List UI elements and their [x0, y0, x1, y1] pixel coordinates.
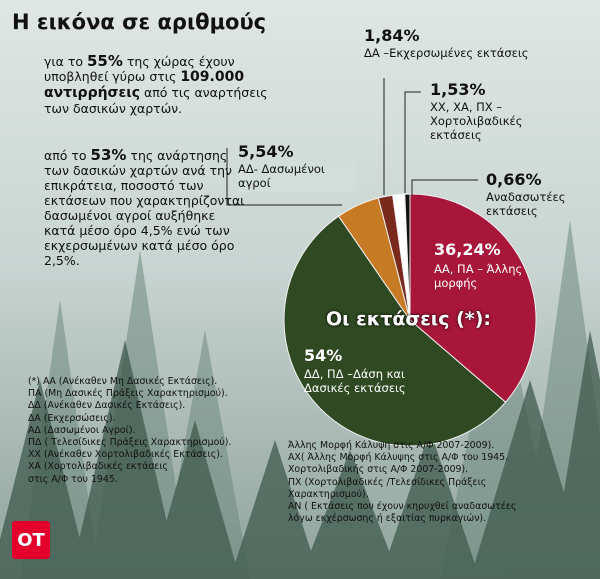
- leader-line: [412, 180, 478, 196]
- legend-line: ΑΧ( Άλλης Μορφή Κάλυψης στις Α/Φ του 1945.: [288, 452, 509, 464]
- page-title: Η εικόνα σε αριθμούς: [12, 10, 267, 34]
- legend-line: ΑΔ (Δασωμένοι Αγροί).: [28, 424, 136, 436]
- intro-objections: για το 55% της χώρας έχουν υποβληθεί γύρω στις 109.000 αντιρρήσεις από τις αναρτήσεις των δασικών χαρτών.: [44, 52, 268, 116]
- legend-line: λόγω εκχέρσωσης ή εξαιτίας πυρκαγιών).: [288, 513, 487, 525]
- legend-line: ΔΑ (Εκχερσώσεις).: [28, 412, 116, 424]
- slice-label-forest: ΔΔ, ΠΔ –Δάση και Δασικές εκτάσεις: [304, 367, 406, 395]
- legend-line: Χαρακτηρισμού).: [288, 488, 369, 500]
- slice-label-pct-forest: 54%: [304, 346, 343, 365]
- legend-line: Άλλης Μορφή Κάλυψη στις Α/Φ 2007-2009).: [288, 440, 495, 451]
- legend-line: ΑΝ ( Εκτάσεις που έχουν κηρυχθεί αναδασωτέες: [288, 501, 517, 513]
- slice-label-pct-grassland: 1,53%: [430, 80, 486, 99]
- slice-label-pct-reforestation: 0,66%: [486, 170, 542, 189]
- abbreviation-legend-right: [288, 440, 516, 525]
- legend-line: (*) ΑΑ (Ανέκαθεν Μη Δασικές Εκτάσεις).: [28, 376, 218, 387]
- legend-line: ΧΧ (Ανέκαθεν Χορτολιβαδικές Εκτάσεις).: [28, 449, 223, 461]
- leader-line: [405, 92, 421, 193]
- slice-label-pct-other: 36,24%: [434, 240, 501, 259]
- intro-forest-maps: από το 53% της ανάρτησης των δασικών χαρτών ανά την επικράτεια, ποσοστό των εκτάσεων που χαρακτηρίζονται δασωμένοι αγροί αυξήθηκε κατά μέσο όρο 4,5% ενώ των εκχερσωμένων κατά μέσο όρο 2,5%.: [44, 146, 245, 268]
- legend-line: ΧΑ (Χορτολιβαδικές εκτάσεις: [28, 461, 168, 473]
- legend-line: ΠΑ (Μη Δασικές Πράξεις Χαρακτηρισμού).: [28, 388, 228, 400]
- slice-label-cleared: ΔΑ –Εκχερσωμένες εκτάσεις: [364, 46, 529, 60]
- legend-line: ΠΔ ( Τελεσίδικες Πράξεις Χαρακτηρισμού).: [28, 437, 232, 449]
- slice-label-reforestation: Αναδασωτέες εκτάσεις: [486, 190, 566, 218]
- legend-line: Χορτολιβαδικής στις Α/Φ 2007-2009).: [288, 464, 469, 476]
- slice-label-other: ΑΑ, ΠΑ – Άλλης μορφής: [434, 262, 523, 290]
- slice-label-pct-reforested-fields: 5,54%: [238, 142, 294, 161]
- logo: ΟΤ: [12, 521, 50, 559]
- slice-label-reforested-fields: ΑΔ- Δασωμένοι αγροί: [238, 162, 356, 192]
- pie-title: Οι εκτάσεις (*):: [326, 308, 491, 330]
- slice-label-pct-cleared: 1,84%: [364, 26, 420, 45]
- legend-line: στις Α/Φ του 1945.: [28, 473, 118, 485]
- legend-line: ΔΔ (Ανέκαθεν Δασικές Εκτάσεις).: [28, 400, 186, 412]
- slice-label-grassland: ΧΧ, ΧΑ, ΠΧ – Χορτολιβαδικές εκτάσεις: [430, 100, 523, 142]
- abbreviation-legend-left: [28, 376, 231, 486]
- legend-line: ΠΧ (Χορτολιβαδικές /Τελεσίδικες Πράξεις: [288, 476, 487, 488]
